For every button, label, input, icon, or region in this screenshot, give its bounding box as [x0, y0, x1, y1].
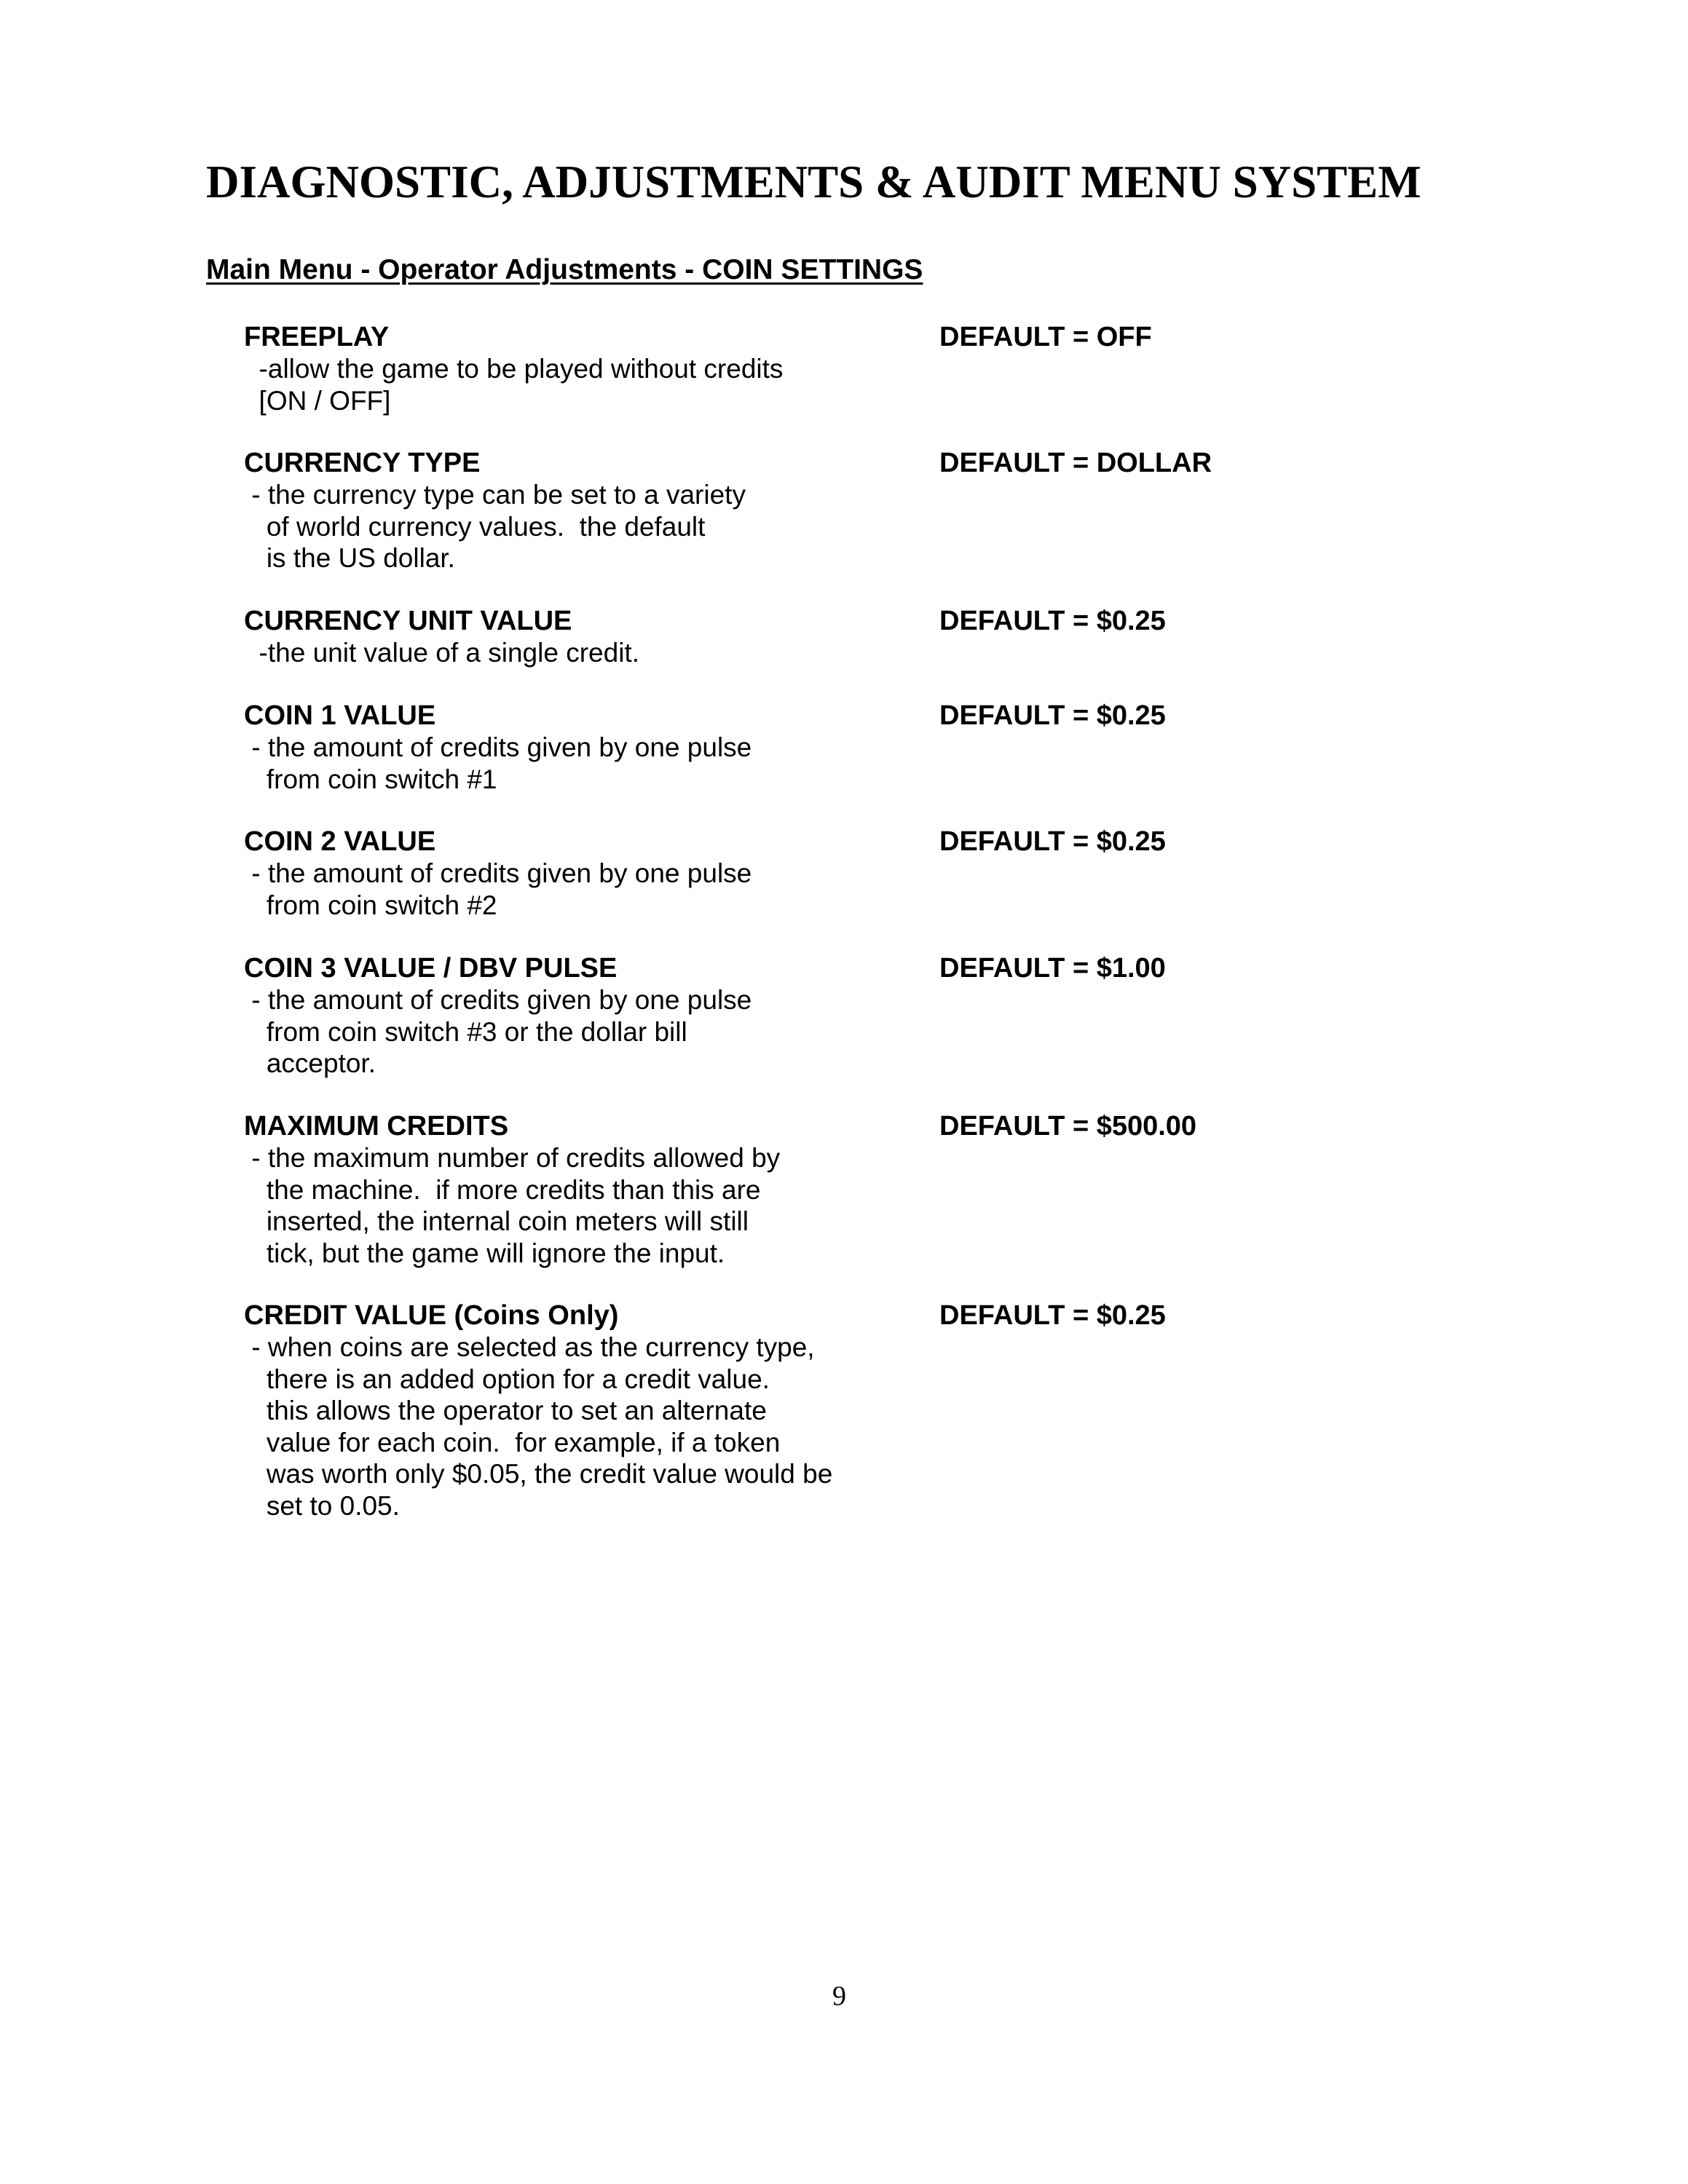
description-line: [ON / OFF]: [244, 385, 391, 416]
setting-description: [244, 637, 639, 669]
description-line: -the unit value of a single credit.: [244, 638, 639, 668]
setting-default: DEFAULT = $0.25: [939, 700, 1166, 731]
setting-name: MAXIMUM CREDITS: [244, 1111, 509, 1142]
description-line: - the currency type can be set to a variety: [244, 480, 746, 510]
description-line: this allows the operator to set an alternate: [244, 1396, 767, 1426]
description-line: from coin switch #2: [244, 890, 497, 920]
setting-description: [244, 1332, 832, 1522]
setting-name: COIN 2 VALUE: [244, 826, 436, 857]
description-line: tick, but the game will ignore the input.: [244, 1238, 725, 1268]
setting-name: CURRENCY TYPE: [244, 448, 481, 478]
page-number: 9: [832, 1981, 846, 2011]
setting-default: DEFAULT = DOLLAR: [939, 448, 1212, 478]
description-line: is the US dollar.: [244, 543, 455, 574]
description-line: from coin switch #3 or the dollar bill: [244, 1016, 687, 1047]
description-line: of world currency values. the default: [244, 511, 706, 542]
description-line: - the maximum number of credits allowed by: [244, 1143, 781, 1173]
setting-description: [244, 353, 783, 416]
setting-name: COIN 1 VALUE: [244, 700, 436, 731]
setting-name: CREDIT VALUE (Coins Only): [244, 1300, 619, 1331]
page-title: DIAGNOSTIC, ADJUSTMENTS & AUDIT MENU SYSTEM: [206, 157, 1421, 207]
setting-description: [244, 479, 746, 574]
description-line: -allow the game to be played without credits: [244, 354, 784, 384]
description-line: acceptor.: [244, 1048, 376, 1079]
description-line: inserted, the internal coin meters will still: [244, 1206, 749, 1237]
setting-default: DEFAULT = OFF: [939, 322, 1152, 352]
setting-default: DEFAULT = $1.00: [939, 953, 1166, 984]
description-line: from coin switch #1: [244, 764, 497, 794]
setting-default: DEFAULT = $0.25: [939, 606, 1166, 636]
setting-description: [244, 732, 752, 795]
description-line: - the amount of credits given by one pulse: [244, 985, 752, 1015]
description-line: the machine. if more credits than this are: [244, 1174, 761, 1205]
setting-description: [244, 1142, 780, 1269]
description-line: - the amount of credits given by one pulse: [244, 858, 752, 888]
setting-description: [244, 984, 752, 1080]
section-heading: Main Menu - Operator Adjustments - COIN SETTINGS: [206, 254, 923, 285]
setting-default: DEFAULT = $500.00: [939, 1111, 1197, 1142]
description-line: there is an added option for a credit value.: [244, 1364, 770, 1394]
description-line: - when coins are selected as the currency type,: [244, 1332, 815, 1362]
setting-default: DEFAULT = $0.25: [939, 1300, 1166, 1331]
setting-name: CURRENCY UNIT VALUE: [244, 606, 572, 636]
setting-description: [244, 858, 752, 921]
setting-name: COIN 3 VALUE / DBV PULSE: [244, 953, 618, 984]
setting-default: DEFAULT = $0.25: [939, 826, 1166, 857]
description-line: - the amount of credits given by one pulse: [244, 732, 752, 762]
description-line: set to 0.05.: [244, 1490, 400, 1521]
description-line: value for each coin. for example, if a token: [244, 1427, 781, 1457]
description-line: was worth only $0.05, the credit value would be: [244, 1459, 833, 1489]
setting-name: FREEPLAY: [244, 322, 390, 352]
